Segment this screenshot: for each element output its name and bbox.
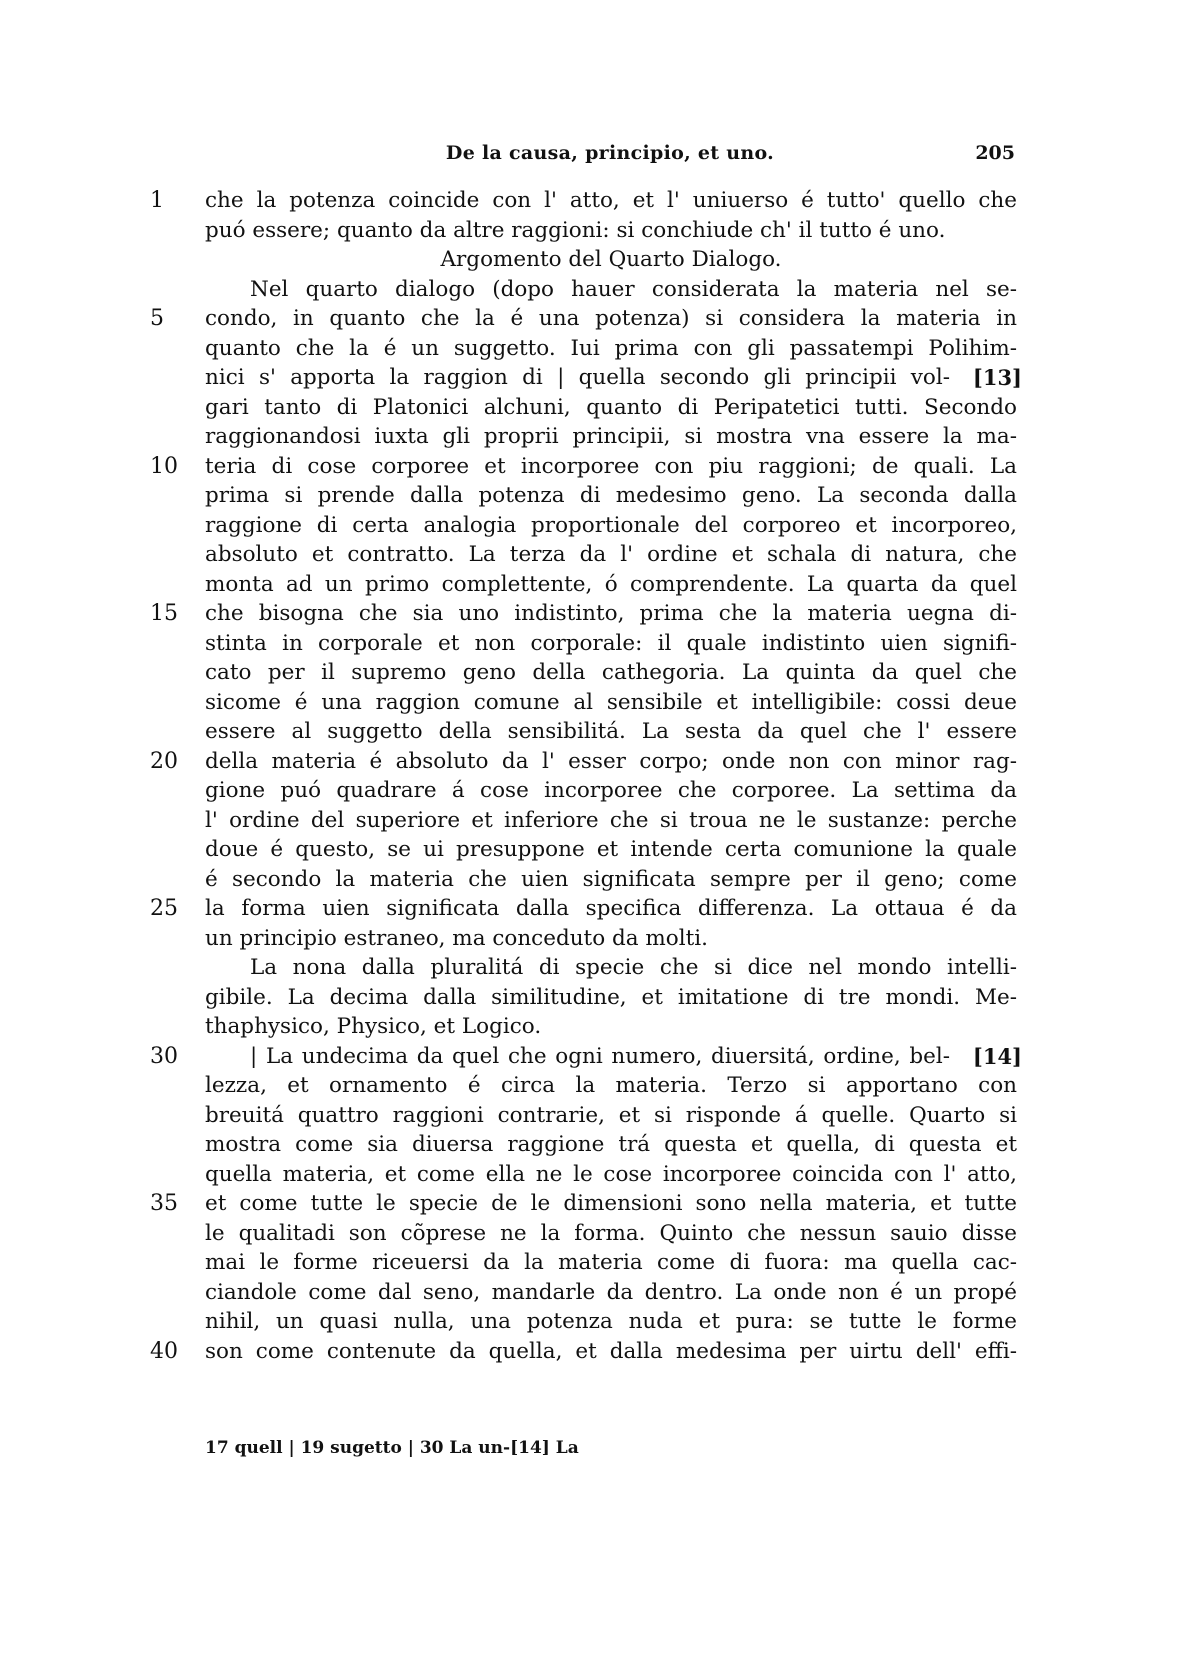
text-line	[150, 1071, 1030, 1101]
line-text: la forma uien significata dalla specifica differenza. La ottaua é da	[205, 896, 1017, 921]
text-line	[150, 1042, 1030, 1072]
text-line	[150, 304, 1030, 334]
line-text: monta ad un primo complettente, ó comprendente. La quarta da quel	[205, 571, 1017, 597]
line-text: che bisogna che sia uno indistinto, prima che la materia uegna di-	[205, 601, 1017, 626]
text-line	[150, 1248, 1030, 1278]
line-text: l' ordine del superiore et inferiore che si troua ne le sustanze: perche	[205, 807, 1017, 833]
text-line	[150, 688, 1030, 718]
line-text: nihil, un quasi nulla, una potenza nuda et pura: se tutte le forme	[205, 1309, 1017, 1334]
text-line	[150, 1130, 1030, 1160]
text-line	[150, 363, 1030, 393]
line-number: 1	[150, 188, 164, 213]
line-text: thaphysico, Physico, et Logico.	[205, 1014, 542, 1039]
text-line	[150, 747, 1030, 777]
running-title: De la causa, principio, et uno.	[445, 142, 775, 164]
text-line	[150, 481, 1030, 511]
text-line	[150, 1307, 1030, 1337]
line-number: 25	[150, 896, 178, 921]
text-line	[150, 924, 1030, 954]
line-text: prima si prende dalla potenza di medesimo geno. La seconda dalla	[205, 483, 1017, 508]
line-text: un principio estraneo, ma conceduto da molti.	[205, 925, 708, 951]
text-line	[150, 953, 1030, 983]
text-line	[150, 1101, 1030, 1131]
text-line	[150, 422, 1030, 452]
line-text: mai le forme riceuersi da la materia come di fuora: ma quella cac-	[205, 1250, 1017, 1275]
line-text: essere al suggetto della sensibilitá. La sesta da quel che l' essere	[205, 719, 1017, 744]
text-line	[150, 1278, 1030, 1308]
running-head	[205, 142, 1015, 172]
text-line	[150, 1012, 1030, 1042]
line-text: quanto che la é un suggetto. Iui prima con gli passatempi Polihim-	[205, 335, 1017, 361]
text-line	[150, 894, 1030, 924]
text-line	[150, 570, 1030, 600]
text-line	[150, 1160, 1030, 1190]
text-line	[150, 186, 1030, 216]
text-line	[150, 452, 1030, 482]
text-line	[150, 717, 1030, 747]
page-number: 205	[975, 142, 1015, 164]
line-text: absoluto et contratto. La terza da l' ordine et schala di natura, che	[205, 542, 1017, 567]
line-text: teria di cose corporee et incorporee con piu raggioni; de quali. La	[205, 453, 1017, 479]
line-number: 10	[150, 453, 178, 479]
text-line	[150, 865, 1030, 895]
marginal-page-reference: [13]	[972, 365, 1022, 390]
line-text: puó essere; quanto da altre raggioni: si conchiude ch' il tutto é uno.	[205, 217, 946, 243]
line-number: 40	[150, 1338, 178, 1364]
text-line	[150, 1219, 1030, 1249]
line-text: della materia é absoluto da l' esser corpo; onde non con minor rag-	[205, 748, 1017, 774]
line-number: 15	[150, 601, 178, 626]
line-text: lezza, et ornamento é circa la materia. Terzo si apportano con	[205, 1073, 1017, 1098]
line-text: é secondo la materia che uien significata sempre per il geno; come	[205, 866, 1017, 892]
line-text: breuitá quattro raggioni contrarie, et si risponde á quelle. Quarto si	[205, 1102, 1017, 1128]
line-text: raggione di certa analogia proportionale del corporeo et incorporeo,	[205, 512, 1017, 538]
line-text: La nona dalla pluralitá di specie che si dice nel mondo intelli-	[250, 955, 1017, 980]
text-line	[150, 275, 1030, 305]
text-block	[150, 186, 1030, 1366]
line-text: sicome é una raggion comune al sensibile et intelligibile: cossi deue	[205, 689, 1017, 715]
line-number: 5	[150, 306, 164, 331]
text-line	[150, 658, 1030, 688]
line-text: gari tanto di Platonici alchuni, quanto di Peripatetici tutti. Secondo	[205, 394, 1017, 420]
line-number: 20	[150, 748, 178, 774]
line-text: nici s' apporta la raggion di | quella secondo gli principii vol-	[205, 365, 950, 390]
line-text: ciandole come dal seno, mandarle da dentro. La onde non é un propé	[205, 1279, 1017, 1305]
line-text: condo, in quanto che la é una potenza) si considera la materia in	[205, 306, 1017, 331]
text-line	[150, 599, 1030, 629]
line-text: doue é questo, se ui presuppone et intende certa comunione la quale	[205, 837, 1017, 862]
text-line	[150, 835, 1030, 865]
line-text: gione puó quadrare á cose incorporee che corporee. La settima da	[205, 778, 1017, 803]
marginal-page-reference: [14]	[972, 1043, 1022, 1069]
text-line	[150, 806, 1030, 836]
text-line	[150, 393, 1030, 423]
line-number: 30	[150, 1043, 178, 1069]
text-line	[150, 1189, 1030, 1219]
text-line	[150, 334, 1030, 364]
line-text: Argomento del Quarto Dialogo.	[440, 247, 782, 272]
line-text: quella materia, et come ella ne le cose incorporee coincida con l' atto,	[205, 1161, 1017, 1187]
line-text: che la potenza coincide con l' atto, et l' uniuerso é tutto' quello che	[205, 188, 1017, 213]
line-text: | La undecima da quel che ogni numero, diuersitá, ordine, bel-	[250, 1043, 950, 1069]
line-text: mostra come sia diuersa raggione trá questa et quella, di questa et	[205, 1132, 1017, 1157]
text-line	[150, 629, 1030, 659]
line-number: 35	[150, 1191, 178, 1216]
line-text: stinta in corporale et non corporale: il quale indistinto uien signifi-	[205, 630, 1017, 656]
line-text: son come contenute da quella, et dalla medesima per uirtu dell' effi-	[205, 1338, 1017, 1364]
footnote: 17 quell | 19 sugetto | 30 La un-[14] La	[205, 1438, 579, 1458]
text-line	[150, 216, 1030, 246]
line-text: gibile. La decima dalla similitudine, et imitatione di tre mondi. Me-	[205, 984, 1017, 1010]
text-line	[150, 776, 1030, 806]
text-line	[150, 511, 1030, 541]
text-line	[150, 245, 1030, 275]
line-text: et come tutte le specie de le dimensioni sono nella materia, et tutte	[205, 1191, 1017, 1216]
text-line	[150, 1337, 1030, 1367]
line-text: le qualitadi son cõprese ne la forma. Quinto che nessun sauio disse	[205, 1220, 1017, 1246]
line-text: Nel quarto dialogo (dopo hauer considerata la materia nel se-	[250, 276, 1017, 302]
text-line	[150, 540, 1030, 570]
line-text: cato per il supremo geno della cathegoria. La quinta da quel che	[205, 660, 1017, 685]
line-text: raggionandosi iuxta gli proprii principii, si mostra vna essere la ma-	[205, 424, 1017, 449]
text-line	[150, 983, 1030, 1013]
